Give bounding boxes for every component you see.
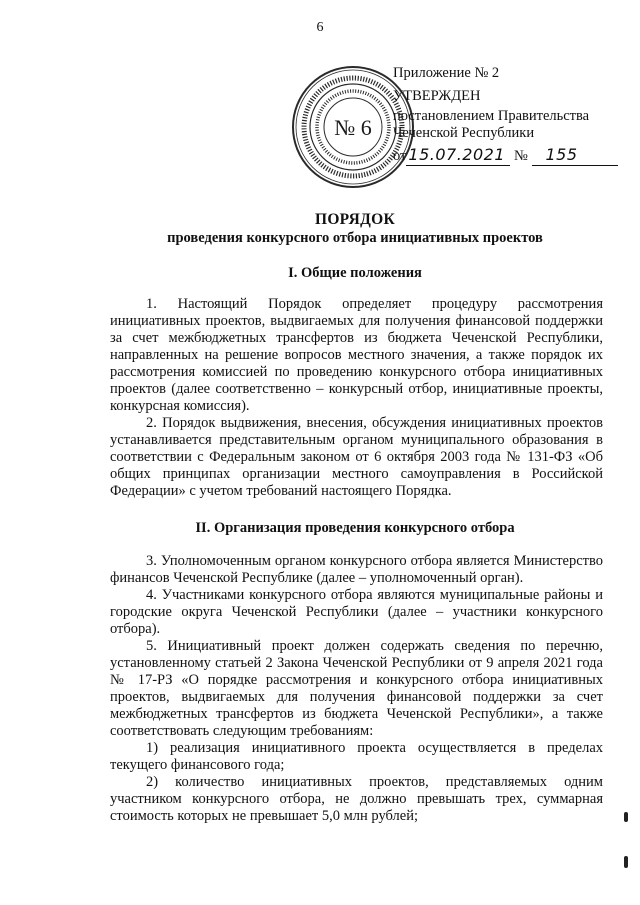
document-title: ПОРЯДОК	[314, 211, 396, 228]
paragraph: 1) реализация инициативного проекта осуществляется в пределах текущего финансового года;	[110, 740, 603, 773]
seal-number: № 6	[334, 115, 372, 140]
number-prefix: №	[514, 148, 528, 164]
section-heading-organization: II. Организация проведения конкурсного отбора	[195, 520, 515, 536]
approved-by-line2: Чеченской Республики	[393, 125, 535, 141]
paragraph: 2) количество инициативных проектов, представляемых одним участником конкурсного отбора, не должно превышать трех, суммарная стоимость которых не превышает 5,0 млн рублей;	[110, 774, 603, 824]
handwritten-date: 15.07.2021	[408, 145, 506, 164]
approved-by-line1: постановлением Правительства	[393, 108, 590, 124]
scan-edge-mark	[624, 856, 628, 868]
approval-block	[393, 65, 608, 166]
date-prefix: от	[393, 148, 407, 164]
paragraph: 1. Настоящий Порядок определяет процедуру рассмотрения инициативных проектов, выдвигаемых для получения финансовой поддержки за счет межбюджетных трансфертов из бюджета Чеченской Республики, направленных на решение вопросов местного значения, а также порядок их рассмотрения комиссией по проведению конкурсного отбора инициативных проектов (далее соответственно – конкурсный отбор, инициативные проекты, конкурсная комиссия).	[110, 296, 603, 414]
section-heading-general: I. Общие положения	[288, 265, 422, 281]
appendix-label: Приложение № 2	[393, 65, 500, 81]
page-number: 6	[316, 20, 324, 35]
handwritten-number: 155	[545, 145, 578, 164]
section-general-body	[110, 296, 603, 500]
resolution-date-number	[393, 146, 608, 166]
approved-label: УТВЕРЖДЕН	[393, 88, 481, 104]
paragraph: 4. Участниками конкурсного отбора являются муниципальные районы и городские округа Чеченской Республики (далее – участники конкурсного отбора).	[110, 587, 603, 637]
paragraph: 3. Уполномоченным органом конкурсного отбора является Министерство финансов Чеченской Республике (далее – уполномоченный орган).	[110, 553, 603, 586]
document-subtitle: проведения конкурсного отбора инициативных проектов	[167, 230, 543, 246]
section-organization-body	[110, 553, 603, 825]
paragraph: 5. Инициативный проект должен содержать сведения по перечню, установленному статьей 2 Закона Чеченской Республики от 9 апреля 2021 года № 17-РЗ «О порядке рассмотрения и конкурсного отбора инициативных проектов, выдвигаемых для получения финансовой поддержки за счет межбюджетных трансфертов из бюджета Чеченской Республики», а также соответствовать следующим требованиям:	[110, 638, 603, 739]
paragraph: 2. Порядок выдвижения, внесения, обсуждения инициативных проектов устанавливается представительным органом муниципального образования в соответствии с Федеральным законом от 6 октября 2003 года № 131-ФЗ «Об общих принципах организации местного самоуправления в Российской Федерации» с учетом требований настоящего Порядка.	[110, 415, 603, 499]
scan-edge-mark	[624, 812, 628, 822]
